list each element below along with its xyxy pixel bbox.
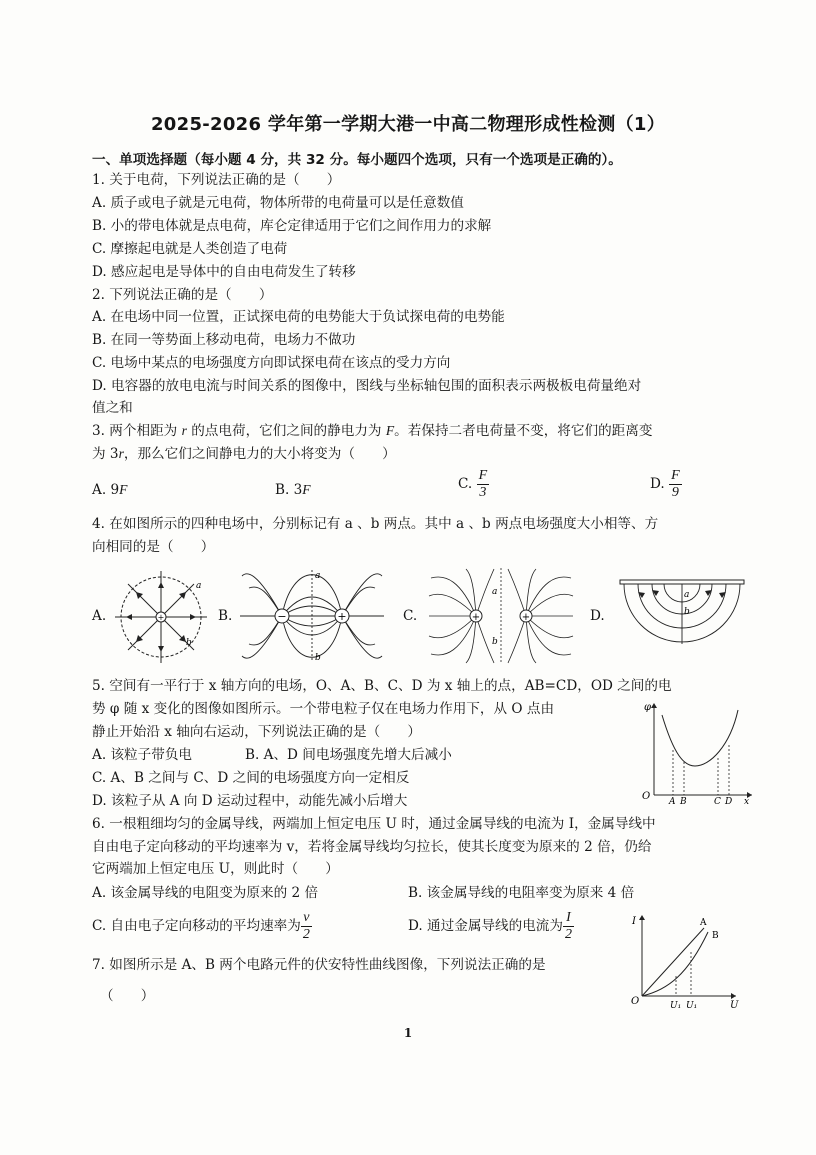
- svg-text:+: +: [157, 613, 165, 622]
- q2-option-b: B. 在同一等势面上移动电荷，电场力不做功: [92, 332, 356, 348]
- q6-stem-line2: 自由电子定向移动的平均速率为 v，若将金属导线均匀拉长，使其长度变为原来的 2 倍，仍给: [92, 839, 652, 855]
- q6-option-a: A. 该金属导线的电阻变为原来的 2 倍: [92, 885, 319, 901]
- svg-text:−: −: [277, 610, 287, 623]
- fig-b-label-b: b: [315, 653, 321, 663]
- q1-option-a: A. 质子或电子就是元电荷，物体所带的电荷量可以是任意数值: [92, 195, 464, 211]
- q7-origin-label: O: [631, 996, 640, 1007]
- fig-c-label-b: b: [492, 637, 498, 647]
- field-figure-c: [426, 566, 576, 666]
- q4-label-a: A.: [92, 608, 107, 624]
- q3-option-a: A. 9F: [92, 482, 128, 498]
- q6-option-d: D. 通过金属导线的电流为 $\frac{I}{2}$: [408, 910, 572, 942]
- q2-option-c: C. 电场中某点的电场强度方向即试探电荷在该点的受力方向: [92, 355, 451, 371]
- q3-option-b: B. 3F: [275, 482, 311, 498]
- q7-xaxis-label: U: [730, 1000, 739, 1011]
- q5-yaxis-label: φ: [644, 702, 652, 713]
- q5-stem-line1: 5. 空间有一平行于 x 轴方向的电场，O、A、B、C、D 为 x 轴上的点，AB=CD，OD 之间的电: [92, 678, 672, 694]
- field-figure-b: [237, 566, 387, 666]
- q6-option-c: C. 自由电子定向移动的平均速率为 $\frac{v}{2}$: [92, 910, 310, 942]
- page-title: 2025-2026 学年第一学期大港一中高二物理形成性检测（1）: [150, 114, 666, 135]
- page-number: 1: [403, 1026, 413, 1040]
- q5-xaxis-label: x: [744, 797, 750, 807]
- q1-option-b: B. 小的带电体就是点电荷，库仑定律适用于它们之间作用力的求解: [92, 218, 492, 234]
- fig-b-label-a: a: [315, 571, 321, 581]
- q2-stem: 2. 下列说法正确的是（ ）: [92, 287, 273, 303]
- q5-origin-label: O: [642, 791, 651, 802]
- q4-label-d: D.: [590, 608, 605, 624]
- fig-d-label-b: b: [684, 607, 690, 617]
- q7-u1-label: U₁: [670, 1001, 682, 1011]
- q7-stem-line2: （ ）: [100, 988, 155, 1004]
- q3-stem-line1: 3. 两个相距为 r 的点电荷，它们之间的静电力为 F。若保持二者电荷量不变，将它们的距离变: [92, 423, 653, 439]
- q2-option-d-line2: 值之和: [92, 400, 133, 416]
- q7-u2-label: U₁: [686, 1001, 698, 1011]
- q5-stem-line3: 静止开始沿 x 轴向右运动，下列说法正确的是（ ）: [92, 724, 421, 740]
- fig-d-label-a: a: [684, 590, 690, 600]
- svg-text:+: +: [521, 612, 531, 623]
- q7-yaxis-label: I: [632, 916, 636, 927]
- svg-text:+: +: [337, 610, 347, 623]
- q1-stem: 1. 关于电荷，下列说法正确的是（ ）: [92, 172, 341, 188]
- q2-option-a: A. 在电场中同一位置，正试探电荷的电势能大于负试探电荷的电势能: [92, 309, 505, 325]
- q5-tick-c: C: [714, 797, 721, 807]
- q5-potential-graph: [640, 700, 755, 805]
- field-figure-a: [112, 568, 210, 666]
- q3-option-d: D. $\frac{F}{9}$: [650, 468, 680, 500]
- q4-label-c: C.: [403, 608, 418, 624]
- q7-curve-b-label: B: [712, 931, 719, 941]
- q6-stem-line1: 6. 一根粗细均匀的金属导线，两端加上恒定电压 U 时，通过金属导线的电流为 I，金属导线中: [92, 816, 656, 832]
- q5-tick-b: B: [680, 797, 687, 807]
- q1-option-c: C. 摩擦起电就是人类创造了电荷: [92, 241, 288, 257]
- q2-option-d-line1: D. 电容器的放电电流与时间关系的图像中，图线与坐标轴包围的面积表示两极板电荷量绝对: [92, 378, 642, 394]
- q5-option-d: D. 该粒子从 A 向 D 运动过程中，动能先减小后增大: [92, 793, 408, 809]
- q3-option-c: C. $\frac{F}{3}$: [458, 468, 488, 500]
- q5-option-c: C. A、B 之间与 C、D 之间的电场强度方向一定相反: [92, 770, 410, 786]
- q5-tick-a: A: [669, 797, 676, 807]
- section-heading-single-choice: 一、单项选择题（每小题 4 分，共 32 分。每小题四个选项，只有一个选项是正确的）。: [92, 152, 622, 168]
- q5-stem-line2: 势 φ 随 x 变化的图像如图所示。一个带电粒子仅在电场力作用下，从 O 点由: [92, 701, 555, 717]
- field-figure-d: [618, 578, 746, 660]
- q7-curve-a-label: A: [700, 918, 707, 928]
- q5-option-a: A. 该粒子带负电: [92, 747, 193, 763]
- q4-label-b: B.: [218, 608, 233, 624]
- q7-stem-line1: 7. 如图所示是 A、B 两个电路元件的伏安特性曲线图像，下列说法正确的是: [92, 957, 546, 973]
- q7-iv-graph: [628, 912, 746, 1010]
- q4-stem-line1: 4. 在如图所示的四种电场中，分别标记有 a 、b 两点。其中 a 、b 两点电场强度大小相等、方: [92, 516, 659, 532]
- q5-tick-d: D: [725, 797, 733, 807]
- fig-a-label-b: b: [186, 638, 192, 648]
- q4-stem-line2: 向相同的是（ ）: [92, 539, 215, 555]
- q6-stem-line3: 它两端加上恒定电压 U，则此时（ ）: [92, 861, 339, 877]
- fig-c-label-a: a: [492, 587, 498, 597]
- q6-option-b: B. 该金属导线的电阻率变为原来 4 倍: [408, 885, 635, 901]
- q1-option-d: D. 感应起电是导体中的自由电荷发生了转移: [92, 264, 356, 280]
- q5-option-b: B. A、D 间电场强度先增大后减小: [245, 747, 452, 763]
- svg-text:+: +: [471, 612, 481, 623]
- q3-stem-line2: 为 3r，那么它们之间静电力的大小将变为（ ）: [92, 446, 396, 462]
- fig-a-label-a: a: [196, 581, 202, 591]
